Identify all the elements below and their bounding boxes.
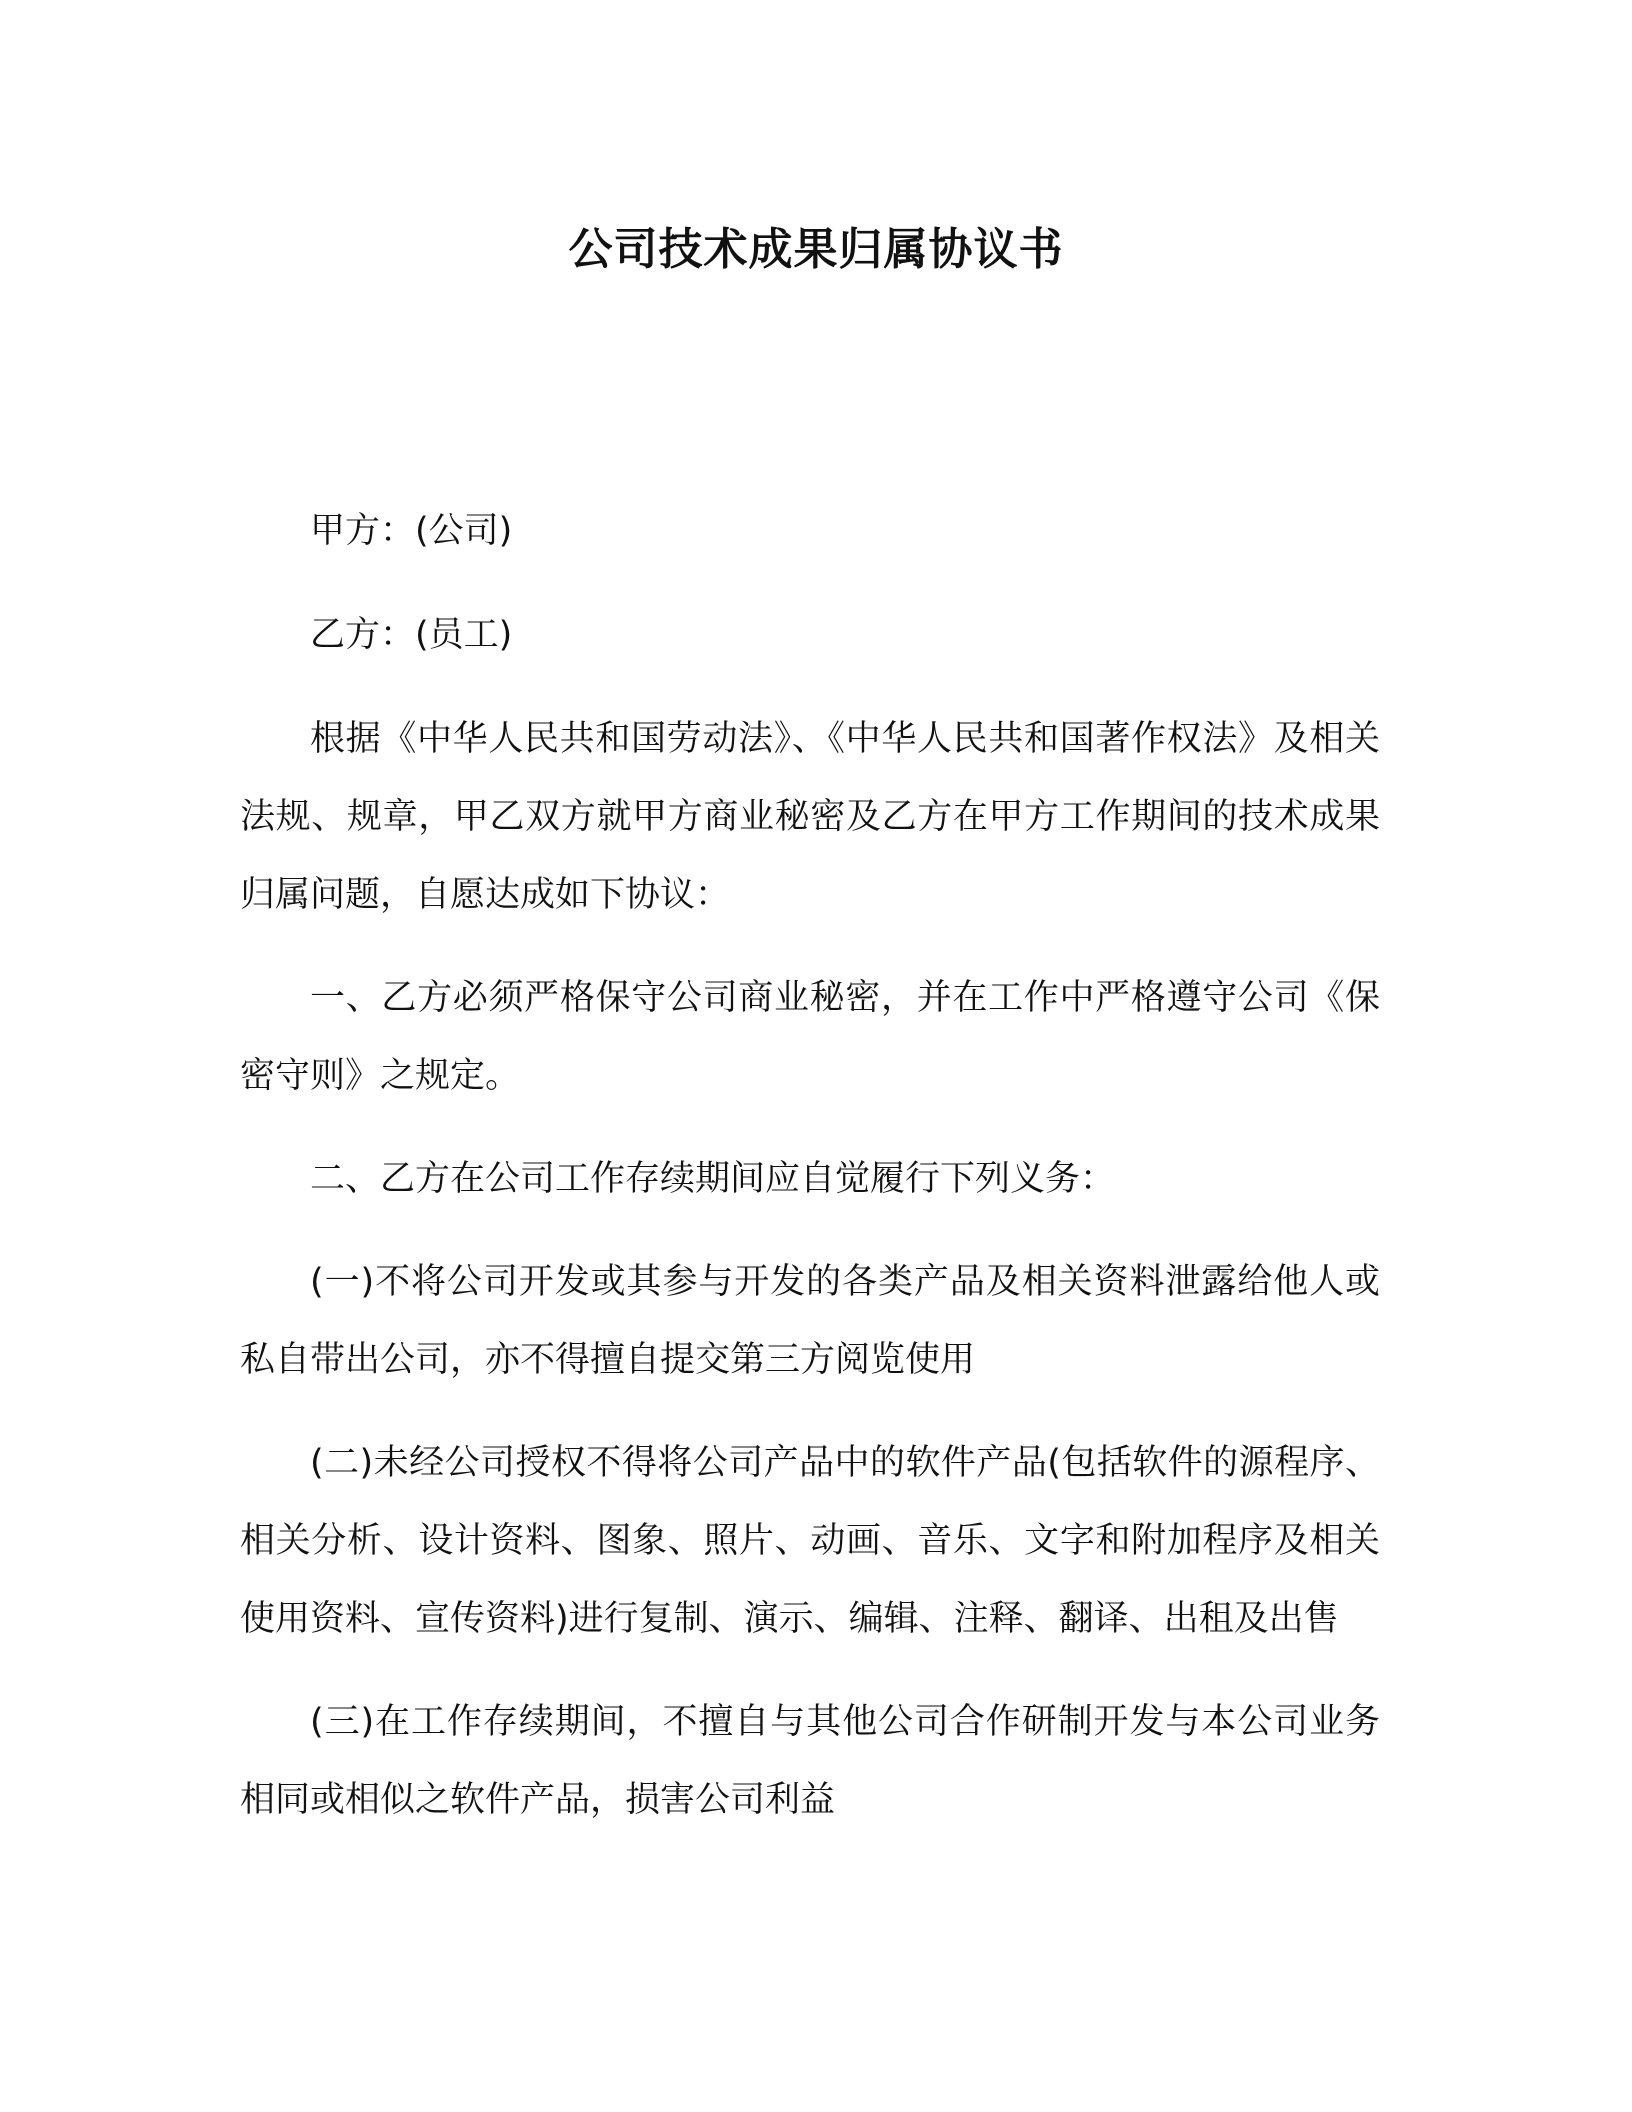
party-b-line: 乙方：(员工)	[310, 615, 513, 655]
clause-2-item-2: (二)未经公司授权不得将公司产品中的软件产品(包括软件的源程序、相关分析、设计资料、图象、照片、动画、音乐、文字和附加程序及相关使用资料、宣传资料)进行复制、演示、编辑、注释、翻译、出租及出售	[240, 1443, 1380, 1639]
party-a-line: 甲方：(公司)	[310, 511, 513, 551]
clause-2-item-3: (三)在工作存续期间，不擅自与其他公司合作研制开发与本公司业务相同或相似之软件产品，损害公司利益	[240, 1702, 1380, 1820]
clause-2-item-1: (一)不将公司开发或其参与开发的各类产品及相关资料泄露给他人或私自带出公司，亦不得擅自提交第三方阅览使用	[240, 1262, 1380, 1380]
document-title: 公司技术成果归属协议书	[568, 224, 1064, 275]
document-body	[240, 492, 1380, 1864]
clause-1-paragraph: 一、乙方必须严格保守公司商业秘密，并在工作中严格遵守公司《保密守则》之规定。	[240, 978, 1380, 1096]
preamble-paragraph: 根据《中华人民共和国劳动法》、《中华人民共和国著作权法》及相关法规、规章，甲乙双方就甲方商业秘密及乙方在甲方工作期间的技术成果归属问题，自愿达成如下协议：	[240, 719, 1380, 915]
clause-2-paragraph: 二、乙方在公司工作存续期间应自觉履行下列义务：	[310, 1159, 1116, 1199]
